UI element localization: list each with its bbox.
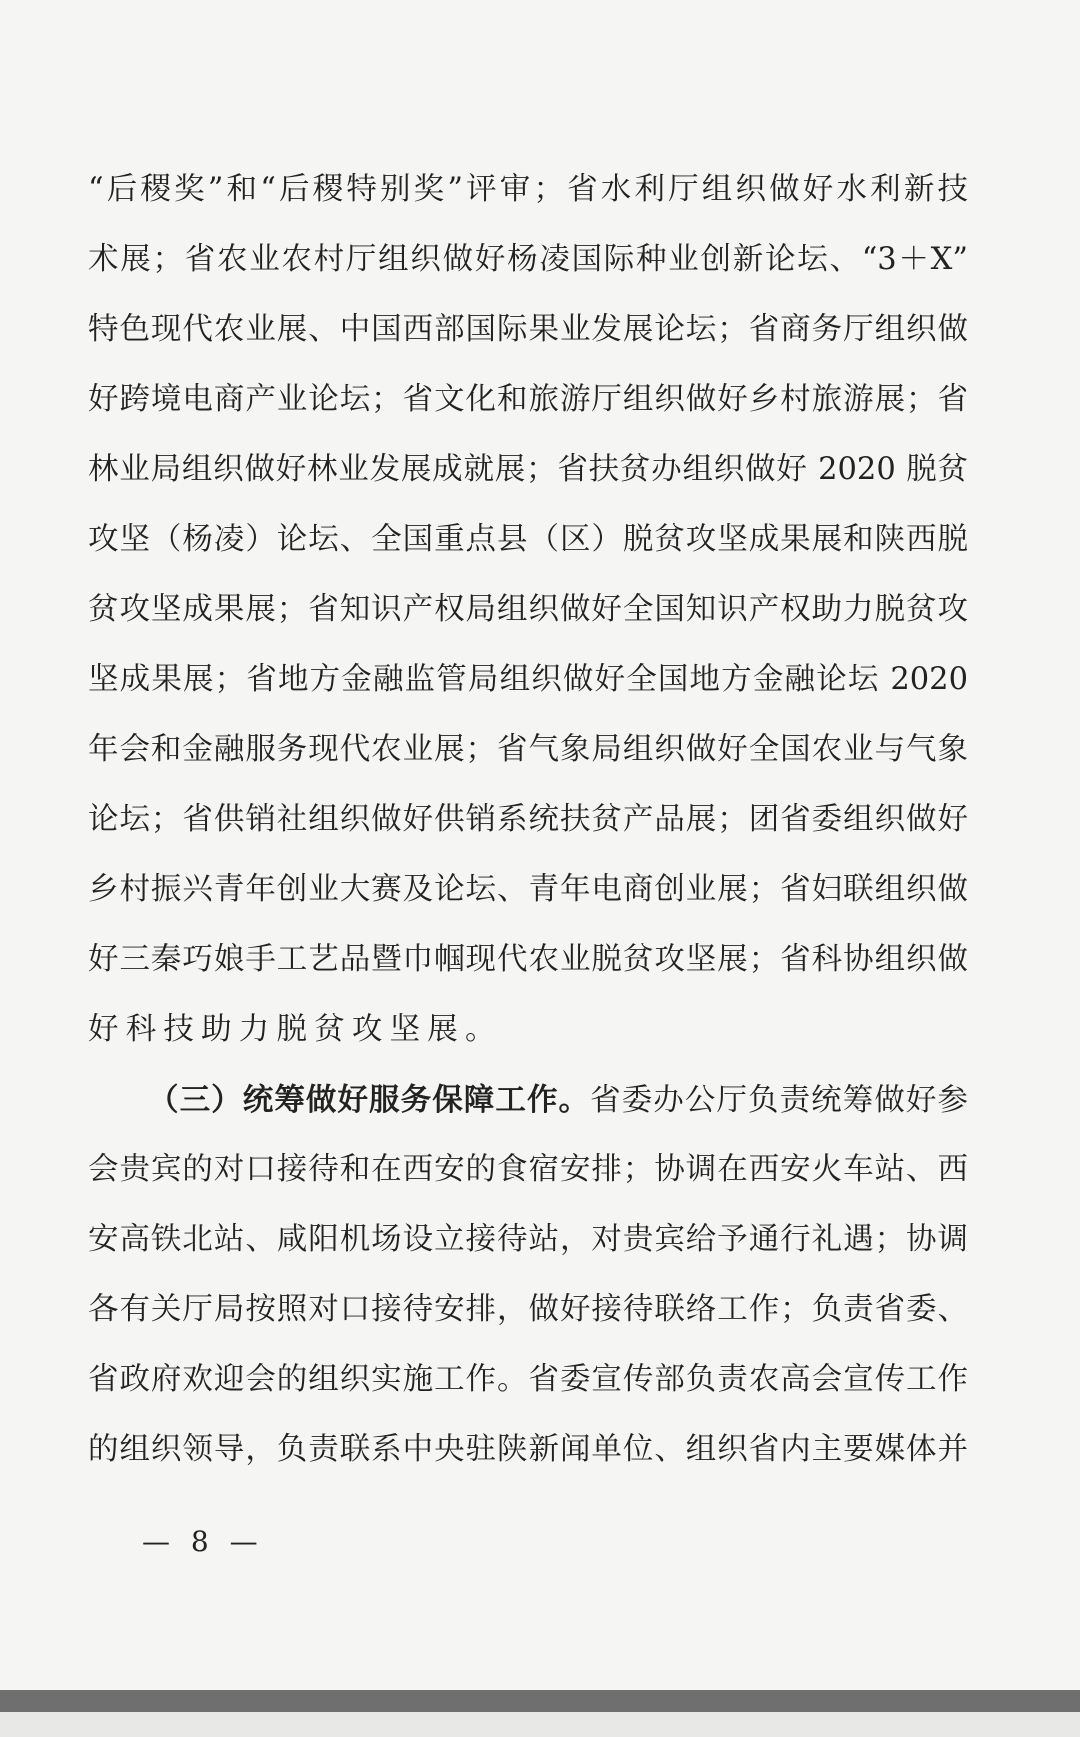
section-first-line xyxy=(148,1080,968,1121)
body-text-line-last: 好科技助力脱贫攻坚展。 xyxy=(88,1012,503,1047)
section-heading: （三）统筹做好服务保障工作。 xyxy=(148,1082,591,1118)
body-text-line: 攻坚（杨凌）论坛、全国重点县（区）脱贫攻坚成果展和陕西脱 xyxy=(88,522,968,557)
body-text-line: 好三秦巧娘手工艺品暨巾帼现代农业脱贫攻坚展；省科协组织做 xyxy=(88,942,968,977)
page-number: — 8 — xyxy=(142,1525,264,1558)
body-text-line: 坚成果展；省地方金融监管局组织做好全国地方金融论坛 2020 xyxy=(88,662,968,697)
body-text-line: 术展；省农业农村厅组织做好杨凌国际种业创新论坛、“3＋X” xyxy=(88,242,968,277)
body-text-line: 好跨境电商产业论坛；省文化和旅游厅组织做好乡村旅游展；省 xyxy=(88,382,968,417)
section-text-line: 各有关厅局按照对口接待安排，做好接待联络工作；负责省委、 xyxy=(88,1292,968,1327)
section-text-line: 安高铁北站、咸阳机场设立接待站，对贵宾给予通行礼遇；协调 xyxy=(88,1222,968,1257)
scan-bottom-edge xyxy=(0,1712,1080,1737)
section-first-line-text: 省委办公厅负责统筹做好参 xyxy=(590,1083,969,1118)
section-text-line: 的组织领导，负责联系中央驻陕新闻单位、组织省内主要媒体并 xyxy=(88,1432,968,1467)
body-text-line: 林业局组织做好林业发展成就展；省扶贫办组织做好 2020 脱贫 xyxy=(88,452,968,487)
body-text-line: 论坛；省供销社组织做好供销系统扶贫产品展；团省委组织做好 xyxy=(88,802,968,837)
scan-bottom-shadow xyxy=(0,1690,1080,1712)
body-text-line: 乡村振兴青年创业大赛及论坛、青年电商创业展；省妇联组织做 xyxy=(88,872,968,907)
body-text-line: 贫攻坚成果展；省知识产权局组织做好全国知识产权助力脱贫攻 xyxy=(88,592,968,627)
body-text-line: 年会和金融服务现代农业展；省气象局组织做好全国农业与气象 xyxy=(88,732,968,767)
body-text-line: “后稷奖”和“后稷特别奖”评审；省水利厅组织做好水利新技 xyxy=(88,172,968,207)
section-text-line: 会贵宾的对口接待和在西安的食宿安排；协调在西安火车站、西 xyxy=(88,1152,968,1187)
body-text-line: 特色现代农业展、中国西部国际果业发展论坛；省商务厅组织做 xyxy=(88,312,968,347)
section-text-line: 省政府欢迎会的组织实施工作。省委宣传部负责农高会宣传工作 xyxy=(88,1362,968,1397)
